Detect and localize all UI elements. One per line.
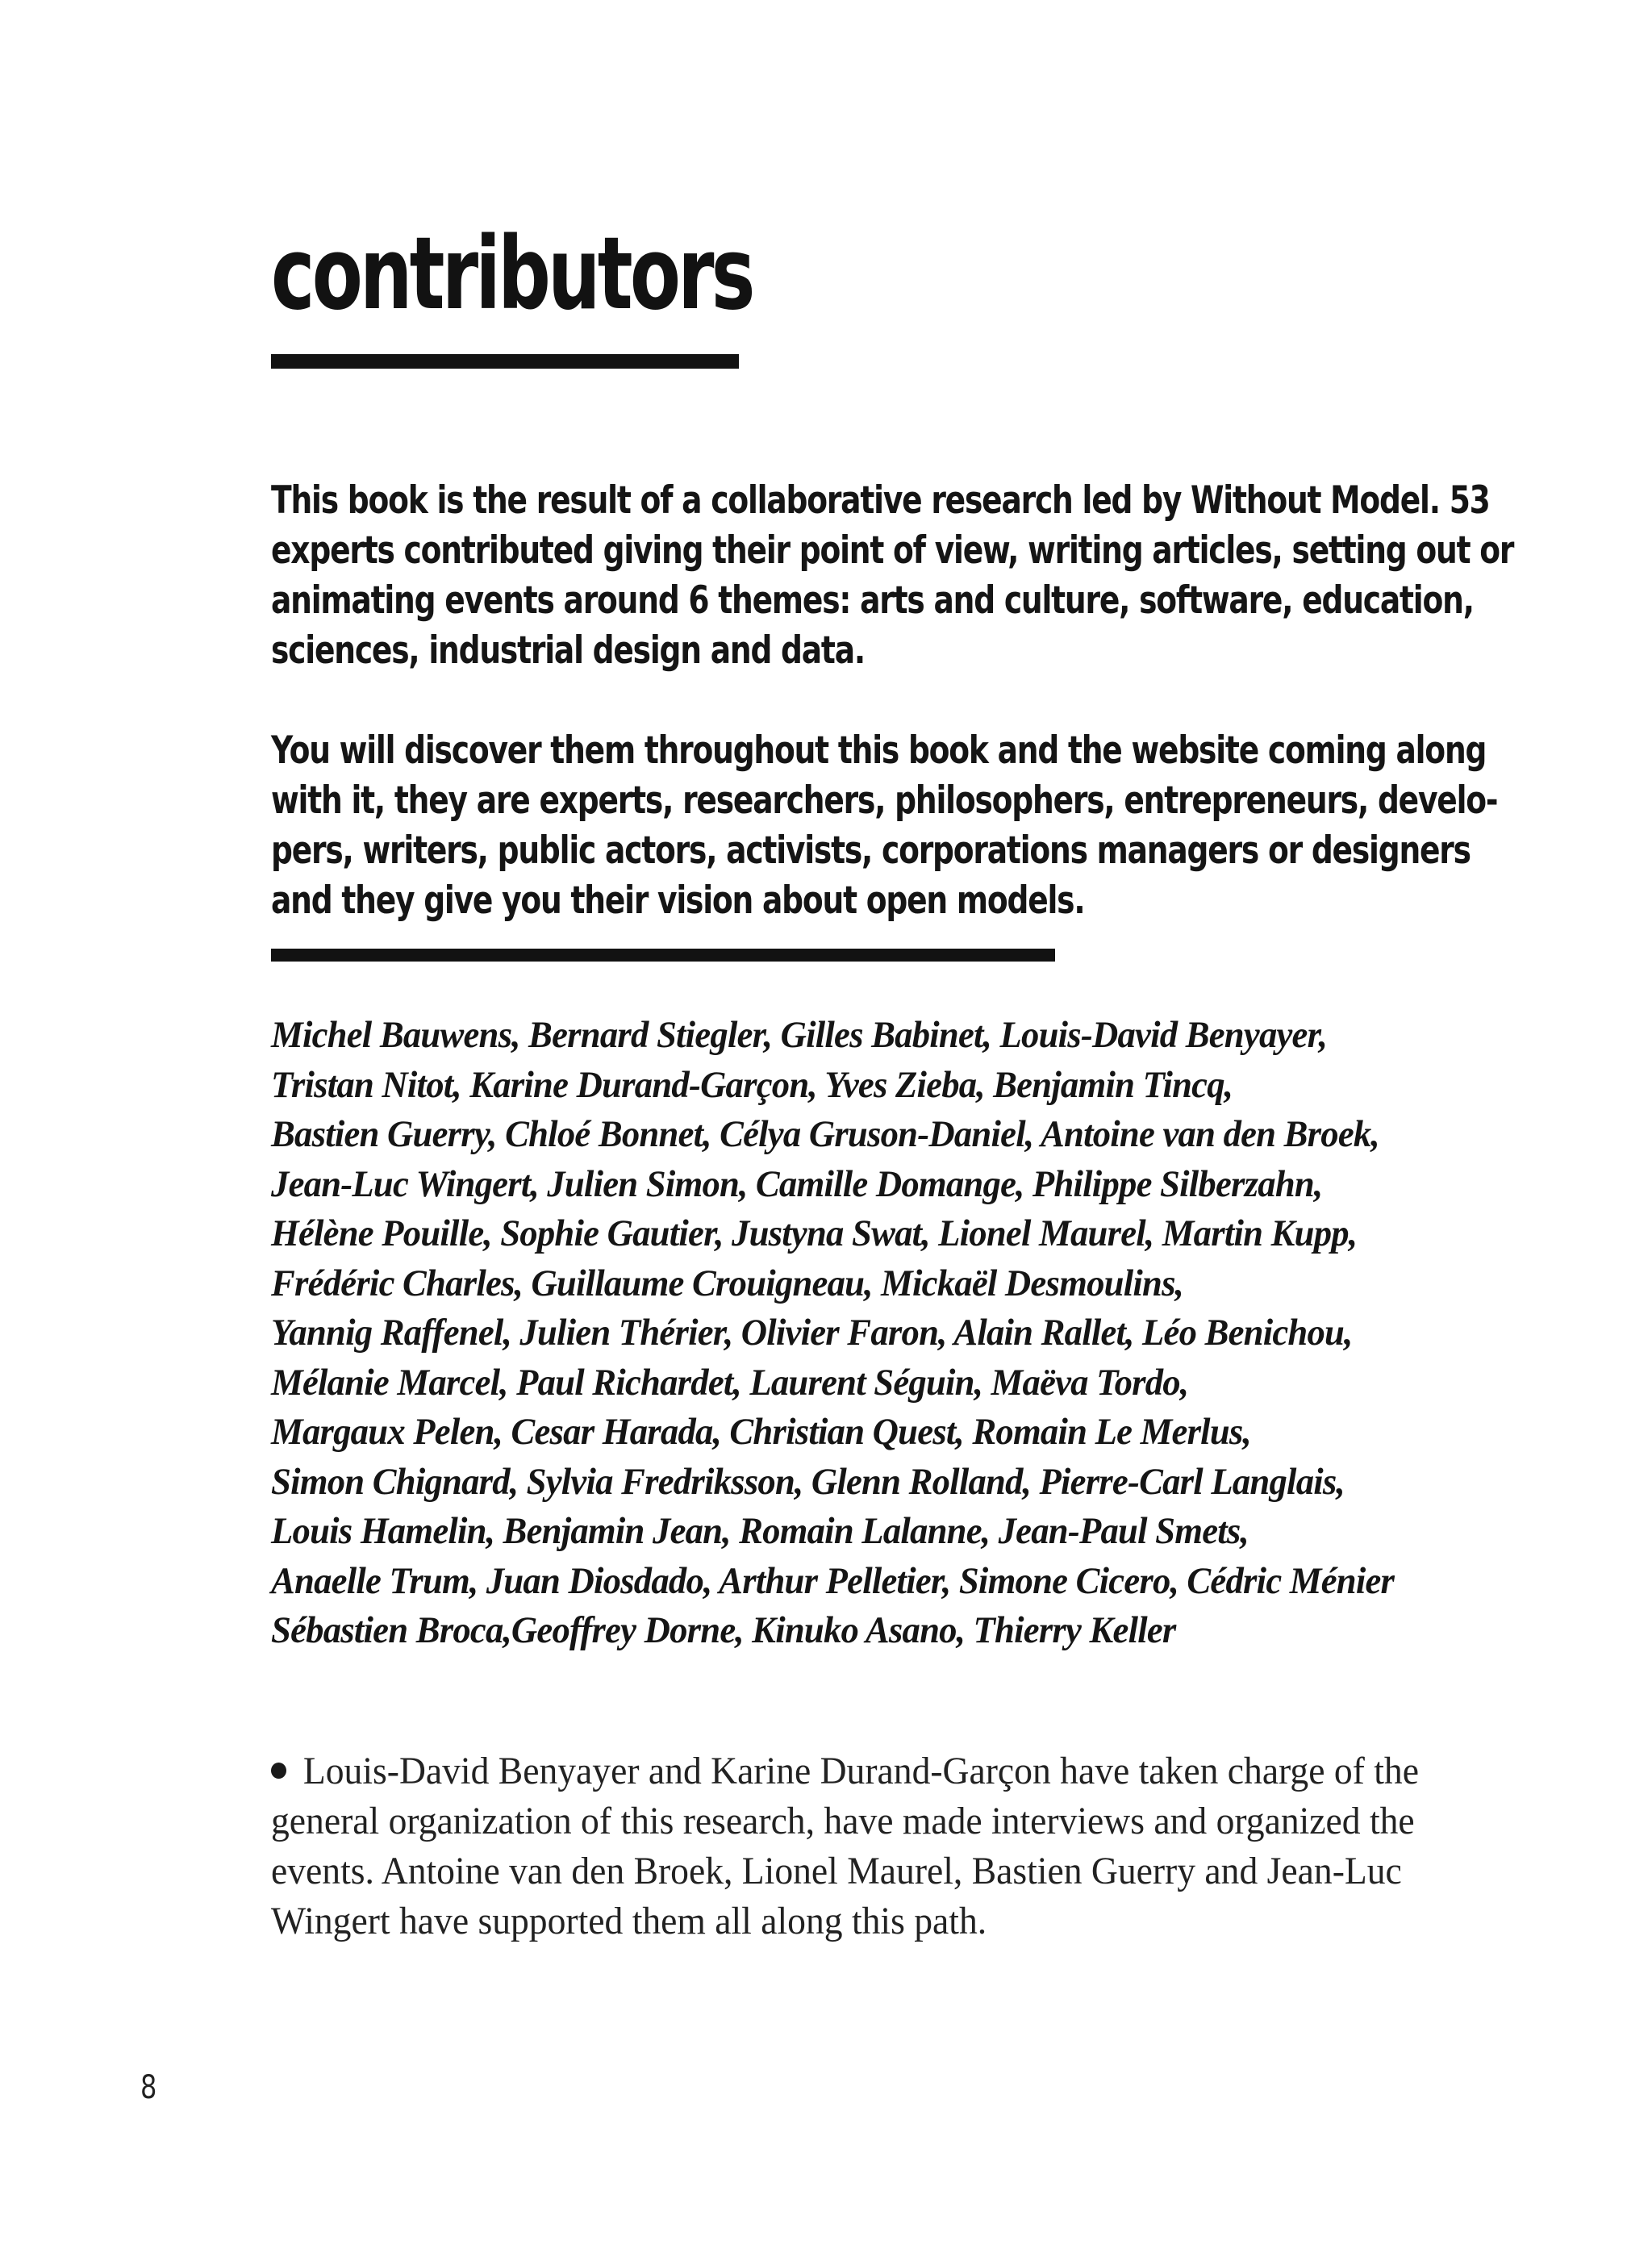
page-number: 8 <box>140 2069 157 2106</box>
contributors-line: Frédéric Charles, Guillaume Crouigneau, Mickaël Desmoulins, <box>271 1262 1184 1304</box>
page-title: contributors <box>271 216 753 332</box>
intro-paragraph-1 <box>271 476 1514 676</box>
intro-line: You will discover them throughout this book and the website coming along <box>271 728 1487 773</box>
note-line: events. Antoine van den Broek, Lionel Maurel, Bastien Guerry and Jean-Luc <box>271 1850 1402 1892</box>
title-underline <box>271 354 739 369</box>
note-line-1 <box>271 1746 1451 1796</box>
intro-text <box>271 476 1514 926</box>
intro-line: experts contributed giving their point of view, writing articles, setting out or <box>271 528 1514 573</box>
contributors-line: Mélanie Marcel, Paul Richardet, Laurent Séguin, Maëva Tordo, <box>271 1361 1189 1404</box>
contributors-line: Simon Chignard, Sylvia Fredriksson, Glenn Rolland, Pierre-Carl Langlais, <box>271 1460 1345 1503</box>
contributors-line: Margaux Pelen, Cesar Harada, Christian Quest, Romain Le Merlus, <box>271 1411 1251 1453</box>
note-line: Wingert have supported them all along this path. <box>271 1900 987 1942</box>
intro-paragraph-2 <box>271 726 1498 926</box>
contributors-line: Bastien Guerry, Chloé Bonnet, Célya Gruson-Daniel, Antoine van den Broek, <box>271 1113 1379 1155</box>
contributors-line: Michel Bauwens, Bernard Stiegler, Gilles Babinet, Louis-David Benyayer, <box>271 1014 1328 1056</box>
bullet-icon <box>271 1763 286 1779</box>
intro-line: and they give you their vision about open models. <box>271 878 1085 923</box>
note-line-text: Louis-David Benyayer and Karine Durand-Garçon have taken charge of the <box>302 1750 1419 1792</box>
contributors-line: Yannig Raffenel, Julien Thérier, Olivier Faron, Alain Rallet, Léo Benichou, <box>271 1312 1353 1354</box>
contributors-list <box>271 1011 1589 1656</box>
intro-line: pers, writers, public actors, activists, corporations managers or designers <box>271 828 1471 873</box>
organization-note <box>271 1746 1451 1946</box>
intro-line: with it, they are experts, researchers, philosophers, entrepreneurs, develo- <box>271 778 1498 823</box>
section-divider <box>271 949 1055 962</box>
contributors-line: Hélène Pouille, Sophie Gautier, Justyna Swat, Lionel Maurel, Martin Kupp, <box>271 1212 1358 1254</box>
contributors-line: Jean-Luc Wingert, Julien Simon, Camille Domange, Philippe Silberzahn, <box>271 1162 1323 1205</box>
intro-line: animating events around 6 themes: arts and culture, software, education, <box>271 578 1474 623</box>
intro-line: This book is the result of a collaborative research led by Without Model. 53 <box>271 478 1490 523</box>
contributors-line: Tristan Nitot, Karine Durand-Garçon, Yves Zieba, Benjamin Tincq, <box>271 1063 1233 1106</box>
intro-line: sciences, industrial design and data. <box>271 628 865 673</box>
contributors-line: Anaelle Trum, Juan Diosdado, Arthur Pelletier, Simone Cicero, Cédric Ménier <box>271 1559 1395 1602</box>
contributors-line: Louis Hamelin, Benjamin Jean, Romain Lalanne, Jean-Paul Smets, <box>271 1510 1249 1552</box>
contributors-line: Sébastien Broca,Geoffrey Dorne, Kinuko Asano, Thierry Keller <box>271 1609 1176 1651</box>
note-line: general organization of this research, have made interviews and organized the <box>271 1800 1415 1842</box>
